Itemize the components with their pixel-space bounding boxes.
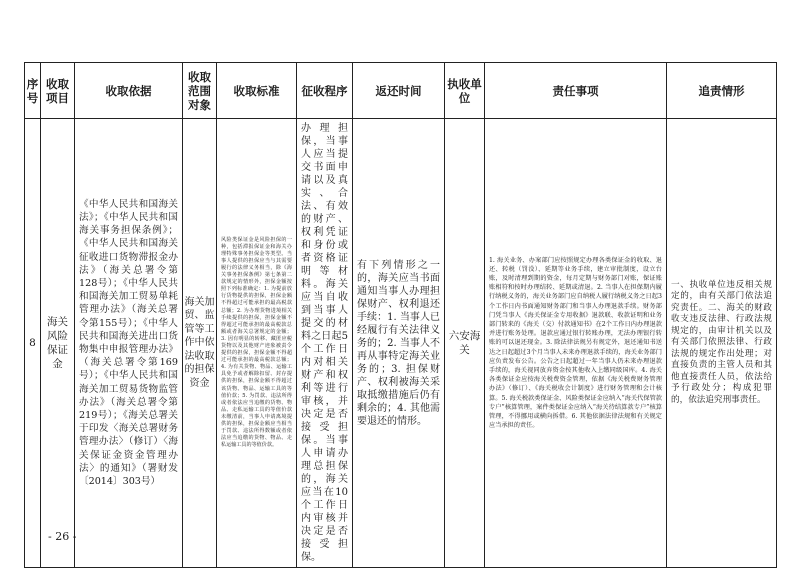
header-scope: 收取范围对象 [183,63,217,119]
header-basis: 收取依据 [75,63,183,119]
procedure-value: 办理担保，当事人应当提交书面申请以及真实、合法、有效的财产、权利凭证和身份或者资格证明等材料。海关应当自收到当事人提交的材料之日起5个工作日内对相关财产和权利等进行审核，并决定是否接受担保。当事人申请办理总担保的，海关应当在10个工作日内审核并决定是否接受担保。 [301,123,348,563]
cell-responsibility [485,119,667,568]
header-unit: 执收单位 [445,63,485,119]
refund-time-value: 有下列情形之一的，海关应当书面通知当事人办理担保财产、权利退还手续：1. 当事人已经履行有关法律义务的；2. 当事人不再从事特定海关业务的；3. 担保财产、权利被海关采取抵缴措施后仍有剩余的；4. 其他需要退还的情形。 [357,259,440,427]
seq-value: 8 [29,337,36,349]
cell-procedure [297,119,353,568]
page-number: - 26 - [48,530,77,543]
responsibility-value: 1. 海关业务、办案部门应按照规定办理各类保证金的收取、退还、转税（罚没）、延期等业务手续，建立审批制度，设立台账，及时清理到期的资金，每月定期与财务部门对账，保证账账相符和按时办理结转、延期或清退。2. 当事人在担保期内履行纳税义务的，海关业务部门应自纳税人履行纳税义务之日起3个工作日内书面通知财务部门和当事人办理退款手续。财务部门凭当事人《海关保证金专用收据》退款联、收款证明和业务部门转来的《海关（交）付款通知书》在2个工作日内办理退款并进行账务处理。退款应通过银行转账办理，无法办理银行转账的可以退还现金。3. 除法律法规另有规定外，退还通知书送达之日起超过3个月当事人未来办理退款手续的，海关业务部门应负责发布公告。公告之日起超过一年当事人仍未来办理退款手续的，海关视同放弃资金按其他收入上缴同级国库。4. 海关各类保证金应按海关税费资金管理，依据《海关税费财务管理办法》（修订）、《海关税收会计制度》进行财务管理和会计核算。5. 海关税款类保证金、风险类保证金应纳入“海关代保管款专户”核算管理，案件类保证金应纳入“海关待结算款专户”核算管理，不得挪用或横向拆借。6. 其他依据法律法规和有关规定应当承担的责任。 [489,256,662,430]
fee-item-table [24,62,777,568]
item-value: 海关风险保证金 [47,316,68,370]
cell-seq [25,119,41,568]
standard-value: 风险类保证金是风险担保的一种，包括滞报保证金和海关办理特殊事务担保金等类型。当事人提供的担保应当与其需要履行的法律义务相当，除《海关事务担保条例》第七条第二款规定的情形外，担保金额按照下列标准确定：1. 为提前放行货物提供的担保，担保金额不得超过可能承担的最高税款总额；2. 为办理货物进境相关手续提供的担保，担保金额不得超过可能承担的最高税款总额或者海关总署规定的金额；3. 因有明显的转移、藏匿应税货物以及其他财产迹象被责令提供的担保，担保金额不得超过可能承担的最高税款总额；4. 为有关货物、物品、运输工具免予或者解除扣留、封存提供的担保，担保金额不得超过该货物、物品、运输工具的等值价款；5. 为罚款、违法所得或者依法应当追缴的货物、物品、走私运输工具的等值价款未缴清前，当事人申请离境提供的担保，担保金额应当相当于罚款、违法所得数额或者依法应当追缴的货物、物品、走私运输工具的等值价款。 [221,236,292,449]
header-refund-time: 返还时间 [353,63,445,119]
cell-refund-time [353,119,445,568]
header-row [25,63,777,119]
unit-value: 六安海关 [448,330,481,356]
header-procedure: 征收程序 [297,63,353,119]
table-row [25,119,777,568]
cell-scope [183,119,217,568]
header-seq: 序号 [25,63,41,119]
cell-unit [445,119,485,568]
header-accountability: 追责情形 [667,63,777,119]
basis-value: 《中华人民共和国海关法》；《中华人民共和国海关事务担保条例》；《中华人民共和国海关征收进口货物滞报金办法》（海关总署令第128号）；《中华人民共和国海关加工贸易单耗管理办法》（海关总署令第155号）；《中华人民共和国海关进出口货物集中申报管理办法》（海关总署令第169号）；《中华人民共和国海关加工贸易货物监管办法》（海关总署令第219号）；《海关总署关于印发〈海关总署财务管理办法〉（修订）〈海关保证金资金管理办法〉的通知》（署财发〔2014〕303号） [79,198,178,488]
accountability-value: 一、执收单位违反相关规定的，由有关部门依法追究责任。二、海关的财政收支违反法律、行政法规规定的，由审计机关以及有关部门依照法律、行政法规的规定作出处理；对直接负责的主管人员和其他直接责任人员，依法给予行政处分；构成犯罪的，依法追究刑事责任。 [671,279,772,405]
cell-basis [75,119,183,568]
cell-standard [217,119,297,568]
cell-item [41,119,75,568]
cell-accountability [667,119,777,568]
scope-value: 海关加贸、监管等工作中依法收取的担保资金 [184,296,215,389]
header-standard: 收取标准 [217,63,297,119]
header-responsibility: 责任事项 [485,63,667,119]
header-item: 收取项目 [41,63,75,119]
